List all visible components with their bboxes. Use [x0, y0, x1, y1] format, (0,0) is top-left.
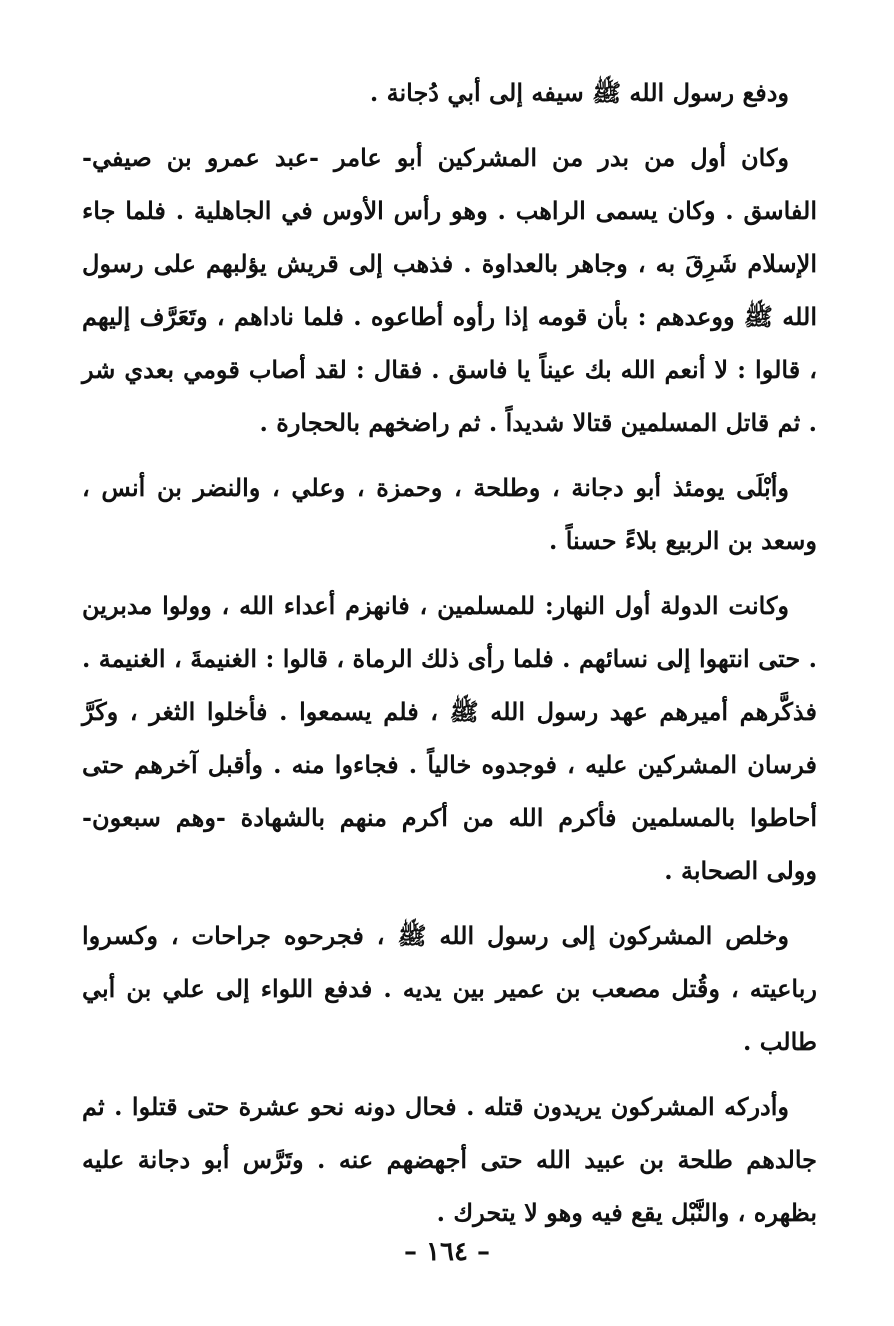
page-number: – ١٦٤ –: [403, 1237, 491, 1267]
paragraph-defenders: وأدركه المشركون يريدون قتله . فحال دونه نحو عشرة حتى قتلوا . ثم جالدهم طلحة بن عبيد الله حتى أجهضهم عنه . وتَرَّس أبو دجانة عليه بظهره ، والنَّبْل يقع فيه وهو لا يتحرك .: [82, 1092, 817, 1227]
body-text: [82, 66, 817, 1251]
paragraph-heroes: وأبْلَى يومئذ أبو دجانة ، وطلحة ، وحمزة ، وعلي ، والنضر بن أنس ، وسعد بن الربيع بلاءً حسناً .: [82, 473, 817, 555]
paragraph-prophet-wounded: وخلص المشركون إلى رسول الله ﷺ ، فجرحوه جراحات ، وكسروا رباعيته ، وقُتل مصعب بن عمير بين يديه . فدفع اللواء إلى علي بن أبي طالب .: [82, 921, 817, 1056]
paragraph-turn-of-battle: وكانت الدولة أول النهار: للمسلمين ، فانهزم أعداء الله ، وولوا مدبرين . حتى انتهوا إلى نسائهم . فلما رأى ذلك الرماة ، قالوا : الغنيمةَ ، الغنيمة . فذكَّرهم أميرهم عهد رسول الله ﷺ ، فلم يسمعوا . فأخلوا الثغر ، وكَرَّ فرسان المشركين عليه ، فوجدوه خالياً . فجاءوا منه . وأقبل آخرهم حتى أحاطوا بالمسلمين فأكرم الله من أكرم منهم بالشهادة -وهم سبعون- وولى الصحابة .: [82, 591, 817, 885]
paragraph-sword-to-abu-dujana: ودفع رسول الله ﷺ سيفه إلى أبي دُجانة .: [369, 78, 789, 107]
paragraph-abu-amir: وكان أول من بدر من المشركين أبو عامر -عبد عمرو بن صيفي- الفاسق . وكان يسمى الراهب . وهو رأس الأوس في الجاهلية . فلما جاء الإسلام شَرِقَ به ، وجاهر بالعداوة . فذهب إلى قريش يؤلبهم على رسول الله ﷺ ووعدهم : بأن قومه إذا رأوه أطاعوه . فلما ناداهم ، وتَعَرَّف إليهم ، قالوا : لا أنعم الله بك عيناً يا فاسق . فقال : لقد أصاب قومي بعدي شر . ثم قاتل المسلمين قتالا شديداً . ثم راضخهم بالحجارة .: [82, 143, 817, 437]
